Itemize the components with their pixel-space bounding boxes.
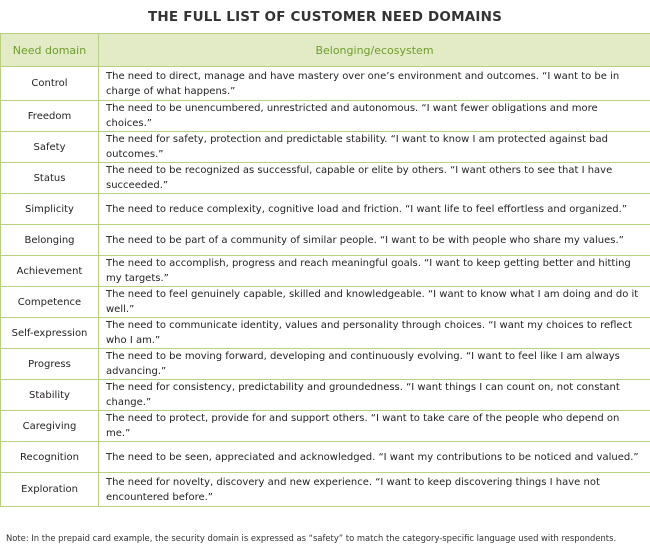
description-cell: The need to direct, manage and have mastery over one’s environment and outcomes. “I want to be in charge of what happens.” xyxy=(99,67,650,101)
description-cell: The need to communicate identity, values and personality through choices. “I want my choices to reflect who I am.” xyxy=(99,318,650,349)
footnote: Note: In the prepaid card example, the security domain is expressed as “safety” to match the category-specific language used with respondents. xyxy=(6,533,617,543)
table-row xyxy=(1,225,650,256)
domain-cell: Exploration xyxy=(1,473,99,507)
description-cell: The need to protect, provide for and support others. “I want to take care of the people who depend on me.” xyxy=(99,411,650,442)
domain-cell: Status xyxy=(1,163,99,194)
domain-cell: Control xyxy=(1,67,99,101)
table-row xyxy=(1,442,650,473)
table-row xyxy=(1,411,650,442)
description-cell: The need to accomplish, progress and reach meaningful goals. “I want to keep getting better and hitting my targets.” xyxy=(99,256,650,287)
description-cell: The need for consistency, predictability and groundedness. “I want things I can count on, not constant change.” xyxy=(99,380,650,411)
domain-cell: Recognition xyxy=(1,442,99,473)
description-cell: The need to reduce complexity, cognitive load and friction. “I want life to feel effortless and organized.” xyxy=(99,194,650,225)
description-cell: The need for novelty, discovery and new experience. “I want to keep discovering things I have not encountered before.” xyxy=(99,473,650,507)
column-header-need-domain: Need domain xyxy=(1,34,99,67)
table-row xyxy=(1,67,650,101)
table-row xyxy=(1,318,650,349)
page-title: THE FULL LIST OF CUSTOMER NEED DOMAINS xyxy=(147,9,503,25)
domain-cell: Caregiving xyxy=(1,411,99,442)
table-row xyxy=(1,132,650,163)
domain-cell: Self-expression xyxy=(1,318,99,349)
table-row xyxy=(1,194,650,225)
table-row xyxy=(1,380,650,411)
table-row xyxy=(1,163,650,194)
table-row xyxy=(1,101,650,132)
domain-cell: Freedom xyxy=(1,101,99,132)
description-cell: The need to be seen, appreciated and acknowledged. “I want my contributions to be noticed and valued.” xyxy=(99,442,650,473)
need-domains-table xyxy=(0,33,650,507)
table-row xyxy=(1,473,650,507)
domain-cell: Stability xyxy=(1,380,99,411)
description-cell: The need for safety, protection and predictable stability. “I want to know I am protected against bad outcomes.” xyxy=(99,132,650,163)
description-cell: The need to be recognized as successful, capable or elite by others. “I want others to see that I have succeeded.” xyxy=(99,163,650,194)
table-row xyxy=(1,349,650,380)
domain-cell: Safety xyxy=(1,132,99,163)
column-header-belonging-ecosystem: Belonging/ecosystem xyxy=(99,34,650,67)
domain-cell: Achievement xyxy=(1,256,99,287)
description-cell: The need to be unencumbered, unrestricted and autonomous. “I want fewer obligations and more choices.” xyxy=(99,101,650,132)
table-row xyxy=(1,287,650,318)
description-cell: The need to be moving forward, developing and continuously evolving. “I want to feel like I am always advancing.” xyxy=(99,349,650,380)
domain-cell: Simplicity xyxy=(1,194,99,225)
domain-cell: Progress xyxy=(1,349,99,380)
table-header-row xyxy=(1,34,650,67)
description-cell: The need to feel genuinely capable, skilled and knowledgeable. “I want to know what I am doing and do it well.” xyxy=(99,287,650,318)
domain-cell: Belonging xyxy=(1,225,99,256)
table-row xyxy=(1,256,650,287)
domain-cell: Competence xyxy=(1,287,99,318)
description-cell: The need to be part of a community of similar people. “I want to be with people who share my values.” xyxy=(99,225,650,256)
